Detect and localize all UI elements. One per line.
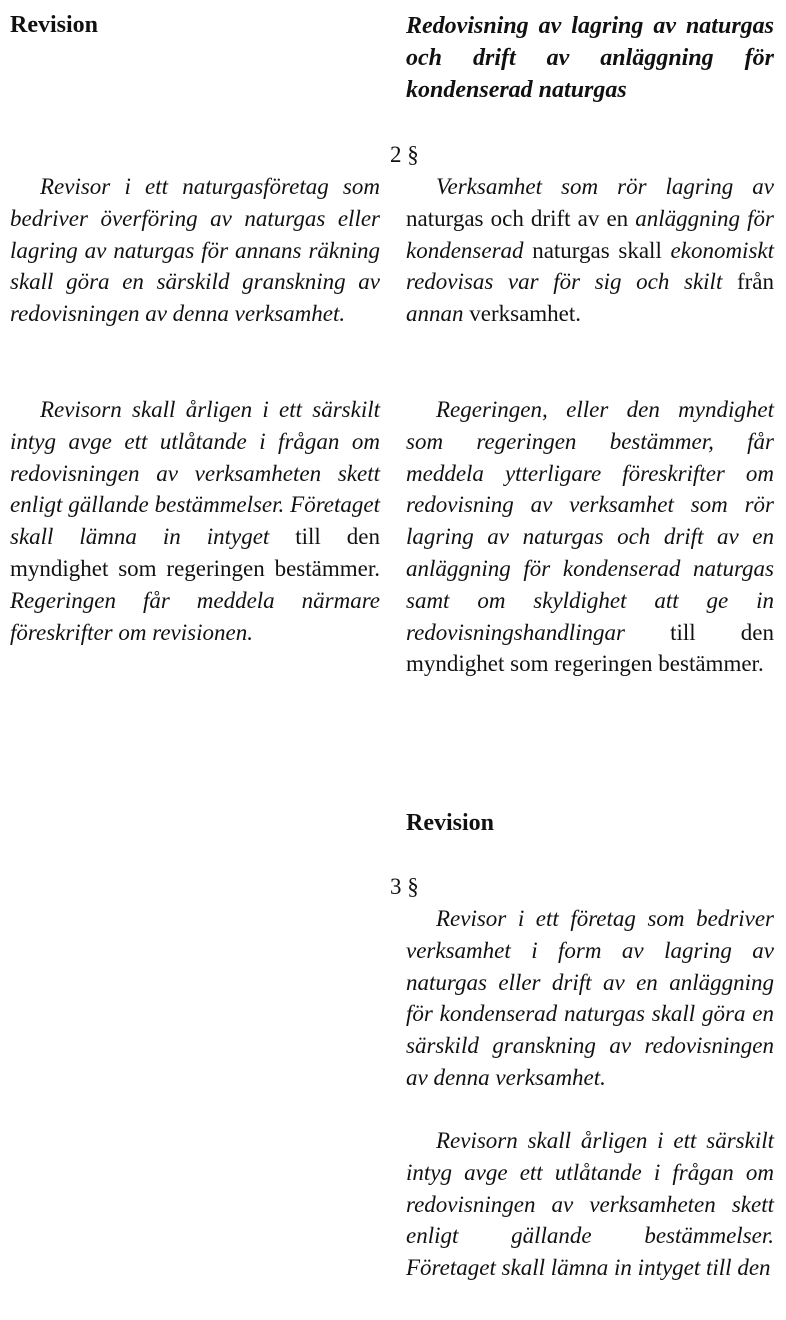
left-paragraph-2 [10, 394, 380, 648]
right-para-1-text [406, 171, 774, 330]
right-heading-revision [406, 808, 774, 838]
left-para-2-text [10, 394, 380, 648]
right-para-1-d: naturgas skall [523, 237, 671, 263]
right-para-1-f: från [722, 269, 775, 295]
right-para-1-b: naturgas och drift av en [406, 205, 636, 231]
right-para-1-h: verksamhet. [463, 301, 582, 327]
left-column [10, 10, 380, 40]
section-3-mark: 3 § [390, 874, 419, 899]
right-para-1-c: anläggning för kondenserad [406, 205, 774, 263]
right-para-2-a: Regeringen, eller den myndighet som regeringen bestämmer, får meddela ytterligare föreskrifter om redovisning av verksamhet som rör lagring av naturgas och drift av en anläggning för kondenserad naturgas samt om skyldighet att ge in redovisningshandlingar [406, 397, 774, 645]
left-paragraph-1 [10, 171, 380, 330]
left-heading-revision: Revision [10, 12, 99, 38]
right-para-1-g: annan [406, 301, 464, 327]
right-paragraph-4 [406, 1125, 774, 1284]
right-paragraph-3 [406, 903, 774, 1094]
right-heading-redovisning [406, 10, 774, 106]
section-2-mark: 2 § [390, 142, 419, 167]
left-para-2-tail: till den myndighet som regeringen bestämmer. [10, 524, 380, 581]
left-para-2-end: Regeringen får meddela närmare föreskrifter om revisionen. [10, 587, 380, 645]
right-heading-1-text: Redovisning av lagring av naturgas och drift av anläggning för kondenserad naturgas [406, 13, 774, 103]
right-heading-2-text: Revision [406, 810, 495, 836]
right-para-1-a: Verksamhet som rör lagring av [436, 174, 774, 199]
right-para-4-text: Revisorn skall årligen i ett särskilt intyg avge ett utlåtande i frågan om redovisningen av verksamheten skett enligt gällande bestämmelser. Företaget skall lämna in intyget till den [406, 1128, 774, 1281]
right-para-1-e: ekonomiskt redovisas var för sig och skilt [406, 237, 774, 295]
left-para-2-italic: Revisorn skall årligen i ett särskilt intyg avge ett utlåtande i frågan om redovisningen av verksamheten skett enligt gällande bestämmelser. Företaget skall lämna in intyget [10, 397, 380, 550]
left-para-1-text: Revisor i ett naturgasföretag som bedriver överföring av naturgas eller lagring av naturgas för annans räkning skall göra en särskild granskning av redovisningen av denna verksamhet. [10, 174, 380, 327]
right-para-2-text [406, 394, 774, 680]
right-paragraph-2 [406, 394, 774, 680]
right-paragraph-1 [406, 171, 774, 330]
right-para-3-text: Revisor i ett företag som bedriver verksamhet i form av lagring av naturgas eller drift av en anläggning för kondenserad naturgas skall göra en särskild granskning av redovisningen av denna verksamhet. [406, 906, 774, 1090]
right-para-2-b: till den myndighet som regeringen bestämmer. [406, 619, 774, 677]
